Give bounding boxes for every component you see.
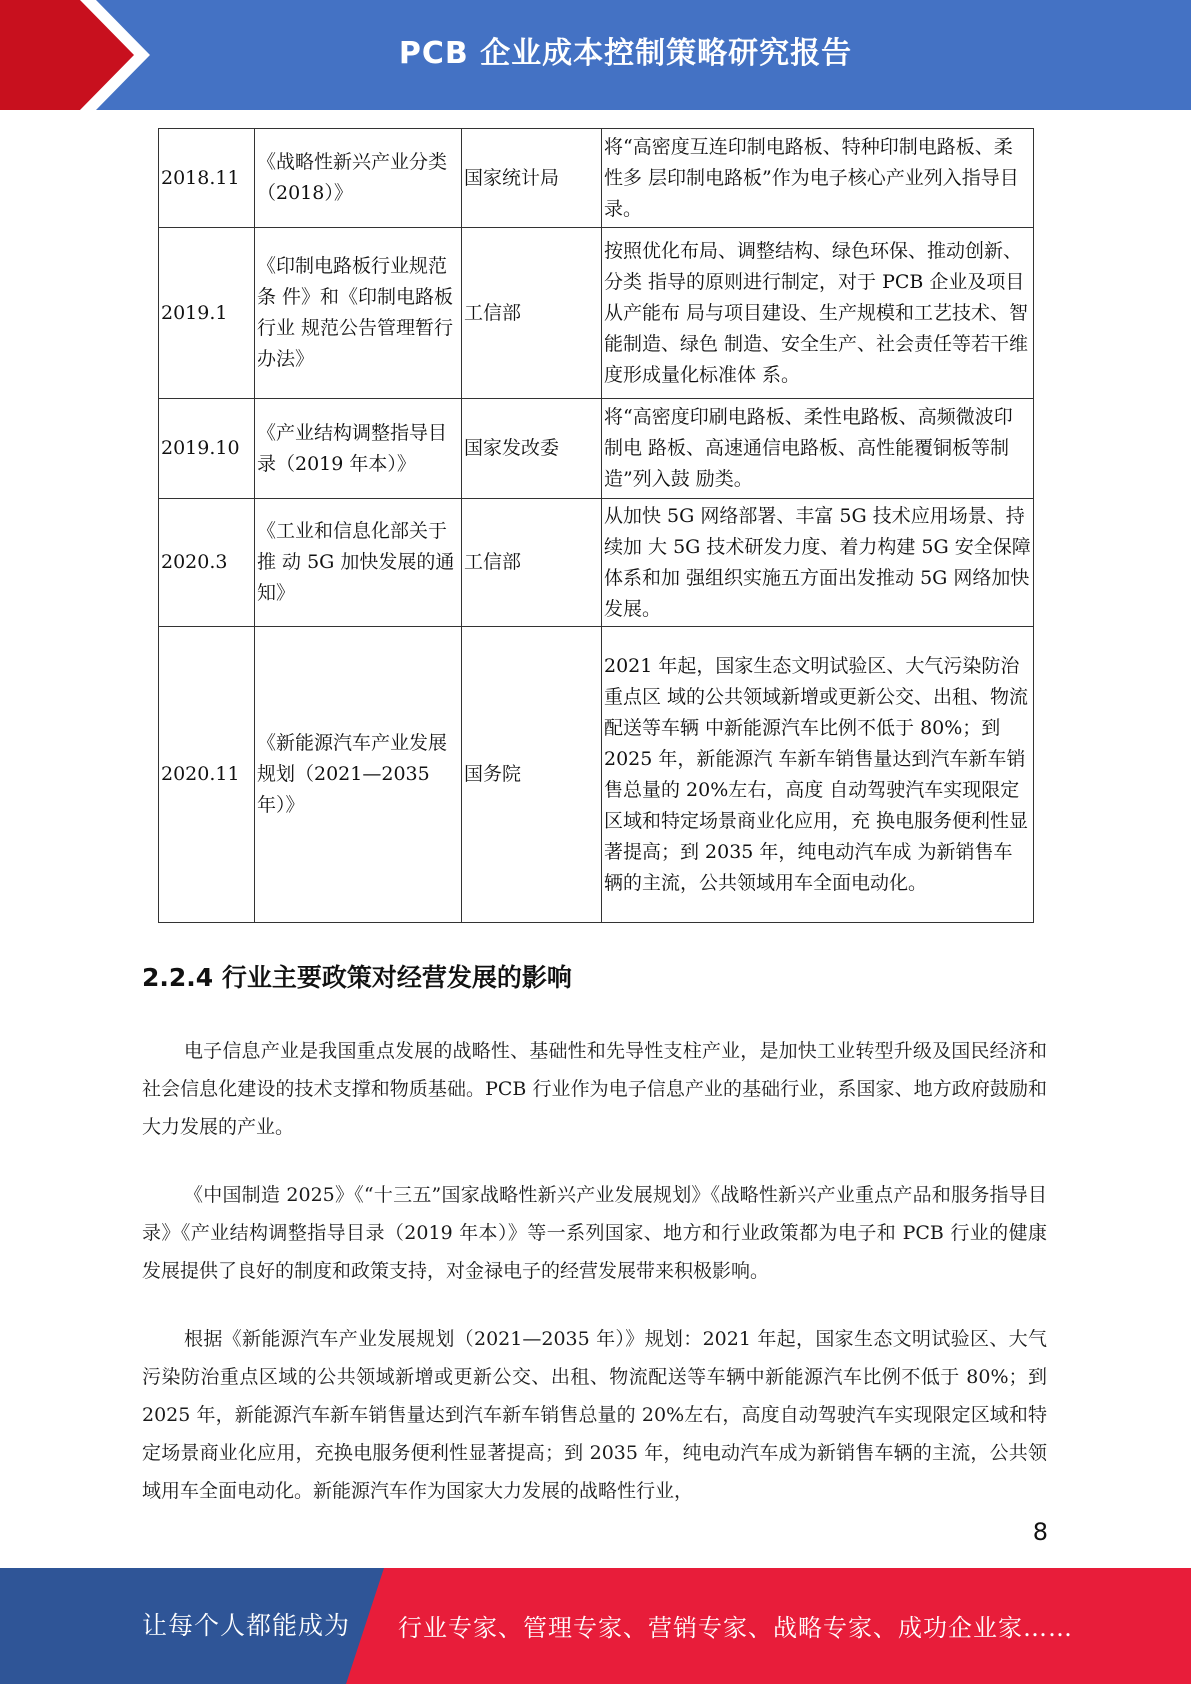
policy-date: 2019.10 <box>159 399 255 499</box>
table-row <box>159 129 1034 228</box>
header-title: PCB 企业成本控制策略研究报告 <box>398 36 853 71</box>
policy-department: 工信部 <box>462 228 602 399</box>
body-paragraph: 电子信息产业是我国重点发展的战略性、基础性和先导性支柱产业，是加快工业转型升级及国民经济和社会信息化建设的技术支撑和物质基础。PCB 行业作为电子信息产业的基础行业，系国家、地方政府鼓励和大力发展的产业。 <box>142 1040 1047 1138</box>
footer-slogan-roles: 行业专家、管理专家、营销专家、战略专家、成功企业家…… <box>398 1614 1073 1642</box>
table-row <box>159 228 1034 399</box>
policy-name: 《印制电路板行业规范条 件》和《印制电路板行业 规范公告管理暂行办法》 <box>255 228 462 399</box>
section-heading: 2.2.4 行业主要政策对经营发展的影响 <box>142 963 572 992</box>
policy-name: 《新能源汽车产业发展规划（2021—2035 年）》 <box>255 627 462 923</box>
table-row <box>159 499 1034 627</box>
footer-slogan-lead: 让每个人都能成为 <box>142 1611 351 1640</box>
policy-date: 2019.1 <box>159 228 255 399</box>
page-number: 8 <box>1032 1518 1048 1546</box>
body-paragraph: 根据《新能源汽车产业发展规划（2021—2035 年）》规划：2021 年起，国家生态文明试验区、大气污染防治重点区域的公共领域新增或更新公交、出租、物流配送等车辆中新能源汽车比例不低于 80%；到 2025 年，新能源汽车新车销售量达到汽车新车销售总量的 20%左右，高度自动驾驶汽车实现限定区域和特定场景商业化应用，充换电服务便利性显著提高；到 2035 年，纯电动汽车成为新销售车辆的主流，公共领域用车全面电动化。新能源汽车作为国家大力发展的战略性行业， <box>142 1328 1047 1502</box>
policy-content: 按照优化布局、调整结构、绿色环保、推动创新、分类 指导的原则进行制定，对于 PCB 企业及项目从产能布 局与项目建设、生产规模和工艺技术、智能制造、绿色 制造、安全生产、社会责任等若干维度形成量化标准体 系。 <box>602 228 1034 399</box>
page-footer <box>0 1568 1191 1684</box>
policy-date: 2020.3 <box>159 499 255 627</box>
policy-name: 《战略性新兴产业分类（2018）》 <box>255 129 462 228</box>
policy-date: 2020.11 <box>159 627 255 923</box>
policy-table <box>158 128 1034 923</box>
policy-department: 国家发改委 <box>462 399 602 499</box>
policy-name: 《工业和信息化部关于推 动 5G 加快发展的通知》 <box>255 499 462 627</box>
policy-date: 2018.11 <box>159 129 255 228</box>
policy-content: 2021 年起，国家生态文明试验区、大气污染防治重点区 域的公共领域新增或更新公交、出租、物流配送等车辆 中新能源汽车比例不低于 80%；到 2025 年，新能源汽 车新车销售量达到汽车新车销售总量的 20%左右，高度 自动驾驶汽车实现限定区域和特定场景商业化应用，充 换电服务便利性显著提高；到 2035 年，纯电动汽车成 为新销售车辆的主流，公共领域用车全面电动化。 <box>602 627 1034 923</box>
policy-department: 工信部 <box>462 499 602 627</box>
table-row <box>159 399 1034 499</box>
policy-content: 将“高密度印刷电路板、柔性电路板、高频微波印制电 路板、高速通信电路板、高性能覆铜板等制造”列入鼓 励类。 <box>602 399 1034 499</box>
policy-content: 将“高密度互连印制电路板、特种印制电路板、柔性多 层印制电路板”作为电子核心产业列入指导目录。 <box>602 129 1034 228</box>
policy-department: 国务院 <box>462 627 602 923</box>
policy-content: 从加快 5G 网络部署、丰富 5G 技术应用场景、持续加 大 5G 技术研发力度、着力构建 5G 安全保障体系和加 强组织实施五方面出发推动 5G 网络加快发展。 <box>602 499 1034 627</box>
page-header <box>0 0 1191 110</box>
body-paragraph: 《中国制造 2025》《“十三五”国家战略性新兴产业发展规划》《战略性新兴产业重点产品和服务指导目录》《产业结构调整指导目录（2019 年本）》等一系列国家、地方和行业政策都为电子和 PCB 行业的健康发展提供了良好的制度和政策支持，对金禄电子的经营发展带来积极影响。 <box>142 1184 1047 1282</box>
policy-department: 国家统计局 <box>462 129 602 228</box>
policy-name: 《产业结构调整指导目录（2019 年本）》 <box>255 399 462 499</box>
table-row <box>159 627 1034 923</box>
